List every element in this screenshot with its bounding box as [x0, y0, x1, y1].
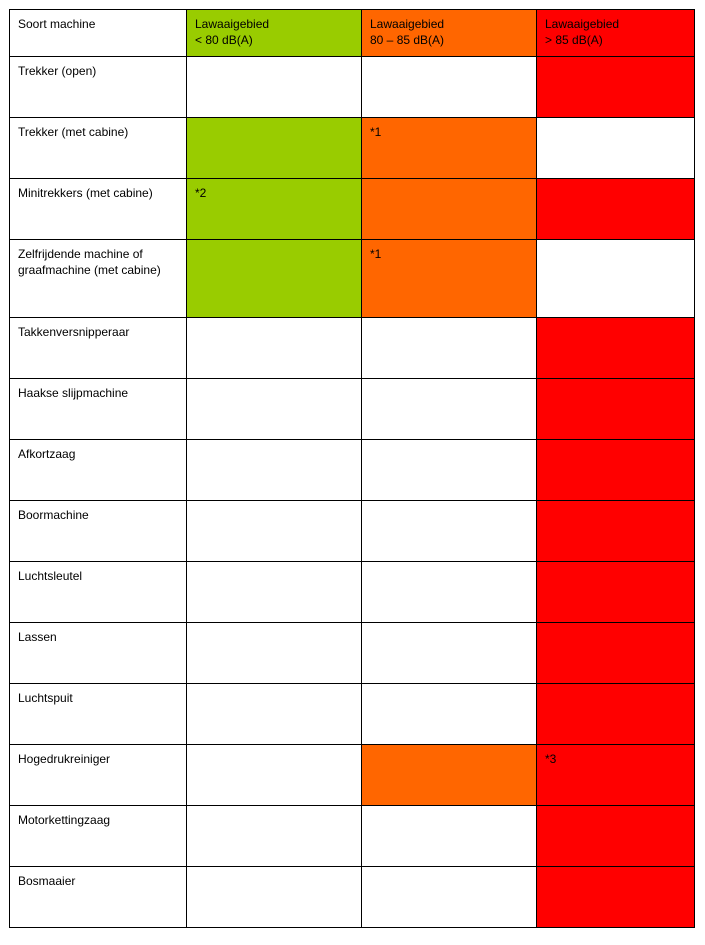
zone-cell	[362, 57, 537, 118]
zone-cell	[537, 623, 695, 684]
zone-cell	[362, 684, 537, 745]
machine-name-cell: Takkenversnipperaar	[10, 318, 187, 379]
machine-name-cell: Trekker (met cabine)	[10, 118, 187, 179]
table-row	[10, 118, 695, 179]
machine-name-cell: Boormachine	[10, 501, 187, 562]
zone-cell	[187, 240, 362, 318]
header-zone-high	[537, 10, 695, 57]
zone-cell	[362, 318, 537, 379]
machine-name-cell: Bosmaaier	[10, 867, 187, 928]
zone-cell	[537, 57, 695, 118]
zone-cell	[537, 562, 695, 623]
zone-cell	[537, 684, 695, 745]
machine-name-cell: Lassen	[10, 623, 187, 684]
zone-cell	[537, 501, 695, 562]
machine-name-cell: Luchtsleutel	[10, 562, 187, 623]
table-row	[10, 623, 695, 684]
zone-cell	[187, 806, 362, 867]
zone-cell	[187, 440, 362, 501]
machine-name-cell: Haakse slijpmachine	[10, 379, 187, 440]
table-row	[10, 318, 695, 379]
zone-cell	[362, 501, 537, 562]
zone-cell	[362, 440, 537, 501]
table-row	[10, 379, 695, 440]
zone-cell	[187, 745, 362, 806]
zone-cell: *1	[362, 240, 537, 318]
table-row	[10, 57, 695, 118]
table-body	[10, 10, 695, 928]
zone-cell	[362, 562, 537, 623]
zone-cell	[537, 440, 695, 501]
table-row	[10, 501, 695, 562]
table-row	[10, 867, 695, 928]
table-row	[10, 179, 695, 240]
zone-cell	[537, 806, 695, 867]
machine-name-cell: Motorkettingzaag	[10, 806, 187, 867]
noise-zone-table	[9, 9, 695, 928]
zone-cell	[362, 179, 537, 240]
machine-name-cell: Luchtspuit	[10, 684, 187, 745]
table-row	[10, 684, 695, 745]
zone-cell: *1	[362, 118, 537, 179]
machine-name-cell: Zelfrijdende machine of graafmachine (met cabine)	[10, 240, 187, 318]
zone-cell	[362, 745, 537, 806]
header-machine-type: Soort machine	[10, 10, 187, 57]
zone-cell	[362, 806, 537, 867]
header-zone-low-range: < 80 dB(A)	[195, 33, 253, 47]
table-row	[10, 562, 695, 623]
zone-cell: *3	[537, 745, 695, 806]
zone-cell	[362, 867, 537, 928]
zone-cell	[362, 379, 537, 440]
machine-name-cell: Hogedrukreiniger	[10, 745, 187, 806]
zone-cell	[537, 867, 695, 928]
table-row	[10, 240, 695, 318]
header-zone-low	[187, 10, 362, 57]
machine-name-cell: Afkortzaag	[10, 440, 187, 501]
zone-cell	[187, 623, 362, 684]
zone-cell	[187, 867, 362, 928]
zone-cell	[187, 562, 362, 623]
header-zone-low-label: Lawaaigebied	[195, 17, 270, 31]
zone-cell	[187, 501, 362, 562]
header-zone-high-range: > 85 dB(A)	[545, 33, 603, 47]
zone-cell	[537, 118, 695, 179]
zone-cell	[362, 623, 537, 684]
machine-name-cell: Trekker (open)	[10, 57, 187, 118]
zone-cell	[187, 379, 362, 440]
table-row	[10, 806, 695, 867]
zone-cell	[537, 318, 695, 379]
zone-cell	[187, 684, 362, 745]
zone-cell	[537, 240, 695, 318]
header-zone-mid-label: Lawaaigebied	[370, 17, 445, 31]
zone-cell	[187, 318, 362, 379]
zone-cell: *2	[187, 179, 362, 240]
header-row	[10, 10, 695, 57]
machine-name-cell: Minitrekkers (met cabine)	[10, 179, 187, 240]
zone-cell	[187, 118, 362, 179]
header-zone-high-label: Lawaaigebied	[545, 17, 620, 31]
header-zone-mid-range: 80 – 85 dB(A)	[370, 33, 445, 47]
table-row	[10, 440, 695, 501]
table-row	[10, 745, 695, 806]
zone-cell	[187, 57, 362, 118]
zone-cell	[537, 179, 695, 240]
header-zone-mid	[362, 10, 537, 57]
zone-cell	[537, 379, 695, 440]
